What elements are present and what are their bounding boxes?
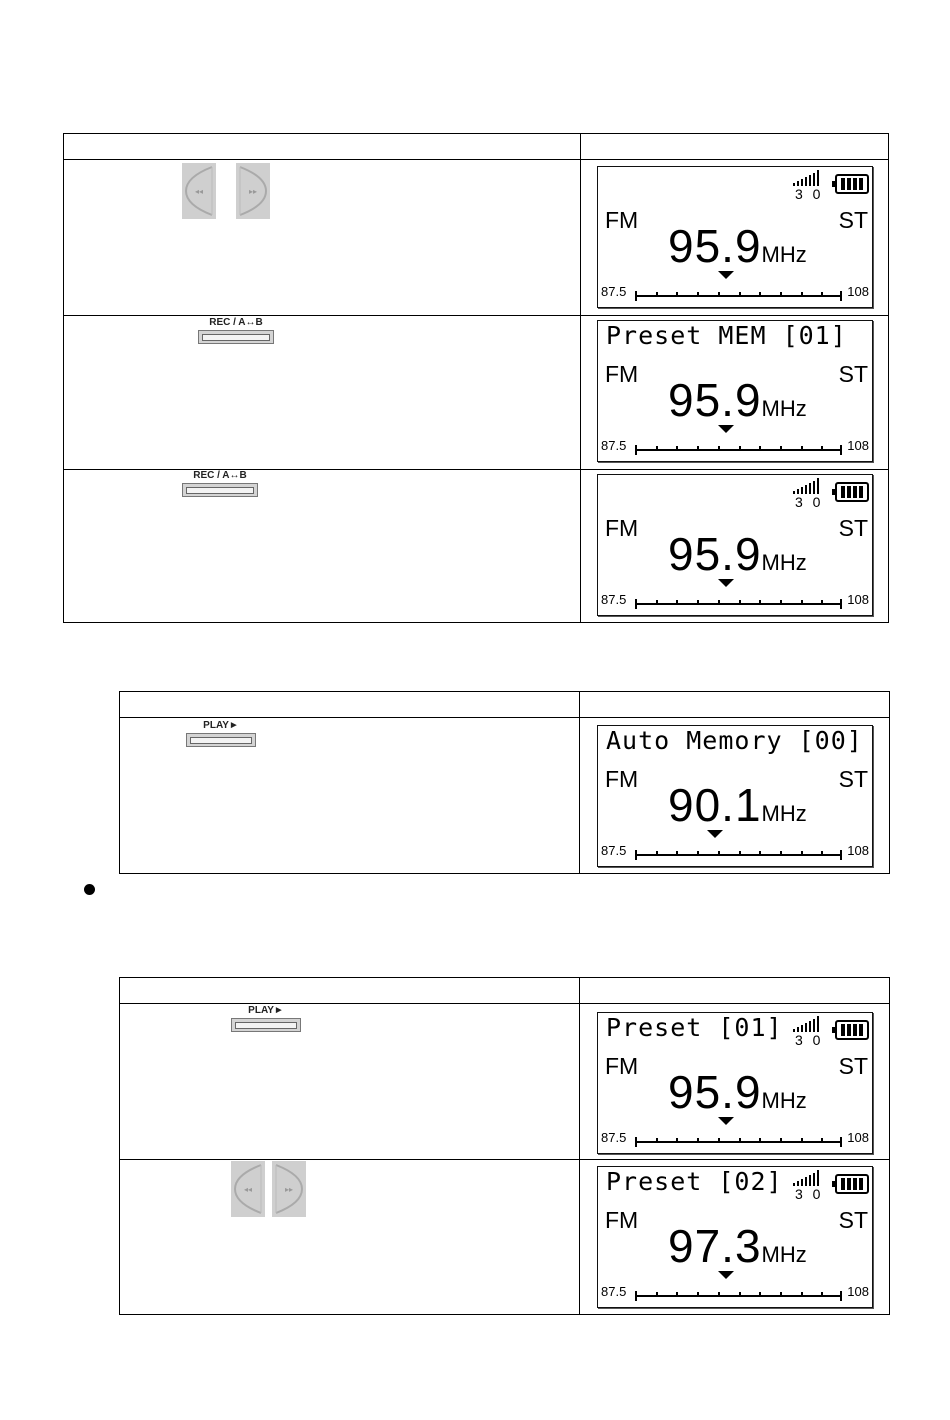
frequency-unit: MHz: [761, 396, 807, 421]
stereo-label: ST: [838, 1053, 868, 1079]
lcd-screen-2: [597, 320, 873, 462]
scale-tick: [656, 851, 658, 855]
scale-tick: [739, 851, 741, 855]
scale-tick: [697, 600, 699, 604]
lcd-screen-4: [597, 725, 873, 867]
signal-level: 3 0: [795, 186, 824, 202]
frequency-display: [668, 220, 807, 278]
stereo-label: ST: [838, 1207, 868, 1233]
scale-tick: [697, 1138, 699, 1142]
scale-high-label: 108: [847, 284, 869, 299]
table-2-header: [120, 692, 889, 718]
screen-message: Preset [02]: [606, 1167, 783, 1196]
svg-text:▸▸: ▸▸: [248, 187, 258, 196]
scale-low-label: 87.5: [601, 843, 627, 858]
screen-message: Auto Memory [00]: [606, 726, 863, 755]
scale-tick: [759, 1138, 761, 1142]
tuning-marker: [718, 1271, 734, 1279]
scale-high-label: 108: [847, 592, 869, 607]
fast-forward-icon: [236, 163, 270, 219]
band-label: FM: [605, 207, 639, 233]
frequency-value: 90.1: [668, 779, 762, 831]
frequency-display: [668, 528, 807, 586]
frequency-value: 97.3: [668, 1220, 762, 1272]
frequency-display: [668, 1220, 807, 1278]
svg-text:◂◂: ◂◂: [243, 1185, 253, 1194]
scale-tick: [739, 1138, 741, 1142]
tuning-marker: [718, 271, 734, 279]
play-button[interactable]: [231, 1005, 301, 1035]
band-label: FM: [605, 766, 639, 792]
tuning-scale: [635, 445, 842, 455]
fast-forward-button[interactable]: [236, 163, 270, 219]
rewind-button[interactable]: [182, 163, 216, 219]
scale-tick: [801, 292, 803, 296]
scale-tick: [759, 851, 761, 855]
scale-tick: [718, 600, 720, 604]
scale-high-label: 108: [847, 843, 869, 858]
frequency-display: [668, 1066, 807, 1124]
battery-icon: [835, 1020, 869, 1040]
frequency-unit: MHz: [761, 801, 807, 826]
scale-tick: [759, 1292, 761, 1296]
tuning-scale: [635, 291, 842, 301]
tuning-scale: [635, 1137, 842, 1147]
scale-tick: [780, 292, 782, 296]
column-divider: [579, 692, 580, 873]
lcd-screen-3: [597, 474, 873, 616]
scale-tick: [739, 600, 741, 604]
screen-message: Preset [01]: [606, 1013, 783, 1042]
band-label: FM: [605, 361, 639, 387]
stereo-label: ST: [838, 207, 868, 233]
status-indicator: [793, 1170, 869, 1200]
tuning-marker: [718, 579, 734, 587]
scale-tick: [718, 851, 720, 855]
scale-tick: [718, 1292, 720, 1296]
scale-high-label: 108: [847, 1130, 869, 1145]
scale-tick: [821, 600, 823, 604]
fast-forward-icon: [272, 1161, 306, 1217]
scale-low-label: 87.5: [601, 1130, 627, 1145]
scale-tick: [697, 1292, 699, 1296]
scale-high-label: 108: [847, 438, 869, 453]
scale-low-label: 87.5: [601, 592, 627, 607]
scale-tick: [801, 600, 803, 604]
band-label: FM: [605, 1053, 639, 1079]
scale-low-label: 87.5: [601, 284, 627, 299]
stereo-label: ST: [838, 766, 868, 792]
svg-text:◂◂: ◂◂: [194, 187, 204, 196]
scale-tick: [676, 1292, 678, 1296]
table-3-header: [120, 978, 889, 1004]
scale-tick: [821, 1292, 823, 1296]
battery-icon: [835, 174, 869, 194]
signal-icon: [793, 1016, 823, 1032]
rewind-button[interactable]: [231, 1161, 265, 1217]
stereo-label: ST: [838, 361, 868, 387]
scale-tick: [821, 446, 823, 450]
scale-tick: [759, 446, 761, 450]
row-divider: [64, 315, 888, 316]
battery-icon: [835, 1174, 869, 1194]
scale-tick: [759, 292, 761, 296]
lcd-screen-5: [597, 1012, 873, 1154]
column-divider: [579, 978, 580, 1314]
scale-tick: [739, 292, 741, 296]
scale-tick: [801, 851, 803, 855]
scale-tick: [718, 1138, 720, 1142]
status-indicator: [793, 1016, 869, 1046]
rec-ab-button[interactable]: [198, 317, 274, 347]
scale-tick: [801, 446, 803, 450]
scale-tick: [780, 446, 782, 450]
scale-tick: [821, 292, 823, 296]
scale-tick: [656, 1292, 658, 1296]
rewind-icon: [231, 1161, 265, 1217]
scale-tick: [697, 446, 699, 450]
frequency-value: 95.9: [668, 528, 762, 580]
play-button[interactable]: [186, 720, 256, 750]
svg-text:▸▸: ▸▸: [284, 1185, 294, 1194]
scale-tick: [676, 600, 678, 604]
rec-ab-button[interactable]: [182, 470, 258, 500]
signal-icon: [793, 478, 823, 494]
status-indicator: [793, 170, 869, 200]
scale-tick: [780, 851, 782, 855]
frequency-unit: MHz: [761, 1088, 807, 1113]
lcd-screen-6: [597, 1166, 873, 1308]
scale-tick: [739, 446, 741, 450]
scale-tick: [801, 1292, 803, 1296]
band-label: FM: [605, 515, 639, 541]
tuning-scale: [635, 1291, 842, 1301]
scale-high-label: 108: [847, 1284, 869, 1299]
scale-tick: [697, 292, 699, 296]
scale-tick: [656, 1138, 658, 1142]
frequency-value: 95.9: [668, 1066, 762, 1118]
tuning-marker: [707, 830, 723, 838]
signal-icon: [793, 170, 823, 186]
scale-tick: [801, 1138, 803, 1142]
frequency-unit: MHz: [761, 550, 807, 575]
rec-ab-label: REC / A↔B: [193, 470, 247, 481]
scale-tick: [759, 600, 761, 604]
frequency-unit: MHz: [761, 1242, 807, 1267]
rec-ab-label: REC / A↔B: [209, 317, 263, 328]
scale-tick: [656, 446, 658, 450]
tuning-scale: [635, 850, 842, 860]
scale-tick: [676, 851, 678, 855]
scale-low-label: 87.5: [601, 438, 627, 453]
tuning-marker: [718, 1117, 734, 1125]
play-label: PLAY►: [203, 720, 239, 731]
scale-tick: [656, 292, 658, 296]
bullet-point: [84, 884, 95, 895]
frequency-unit: MHz: [761, 242, 807, 267]
lcd-screen-1: [597, 166, 873, 308]
scale-tick: [676, 292, 678, 296]
frequency-value: 95.9: [668, 220, 762, 272]
battery-icon: [835, 482, 869, 502]
scale-tick: [656, 600, 658, 604]
status-indicator: [793, 478, 869, 508]
rewind-icon: [182, 163, 216, 219]
scale-tick: [821, 1138, 823, 1142]
signal-level: 3 0: [795, 1032, 824, 1048]
scale-tick: [718, 292, 720, 296]
scale-tick: [780, 1138, 782, 1142]
signal-level: 3 0: [795, 1186, 824, 1202]
scale-tick: [780, 1292, 782, 1296]
signal-level: 3 0: [795, 494, 824, 510]
signal-icon: [793, 1170, 823, 1186]
scale-tick: [697, 851, 699, 855]
scale-tick: [676, 446, 678, 450]
fast-forward-button[interactable]: [272, 1161, 306, 1217]
scale-tick: [821, 851, 823, 855]
stereo-label: ST: [838, 515, 868, 541]
frequency-value: 95.9: [668, 374, 762, 426]
frequency-display: [668, 779, 807, 837]
column-divider: [580, 134, 581, 622]
scale-tick: [718, 446, 720, 450]
scale-tick: [676, 1138, 678, 1142]
scale-low-label: 87.5: [601, 1284, 627, 1299]
tuning-marker: [718, 425, 734, 433]
tuning-scale: [635, 599, 842, 609]
scale-tick: [739, 1292, 741, 1296]
band-label: FM: [605, 1207, 639, 1233]
row-divider: [120, 1159, 889, 1160]
frequency-display: [668, 374, 807, 432]
play-label: PLAY►: [248, 1005, 284, 1016]
scale-tick: [780, 600, 782, 604]
table-1-header: [64, 134, 888, 160]
screen-message: Preset MEM [01]: [606, 321, 847, 350]
